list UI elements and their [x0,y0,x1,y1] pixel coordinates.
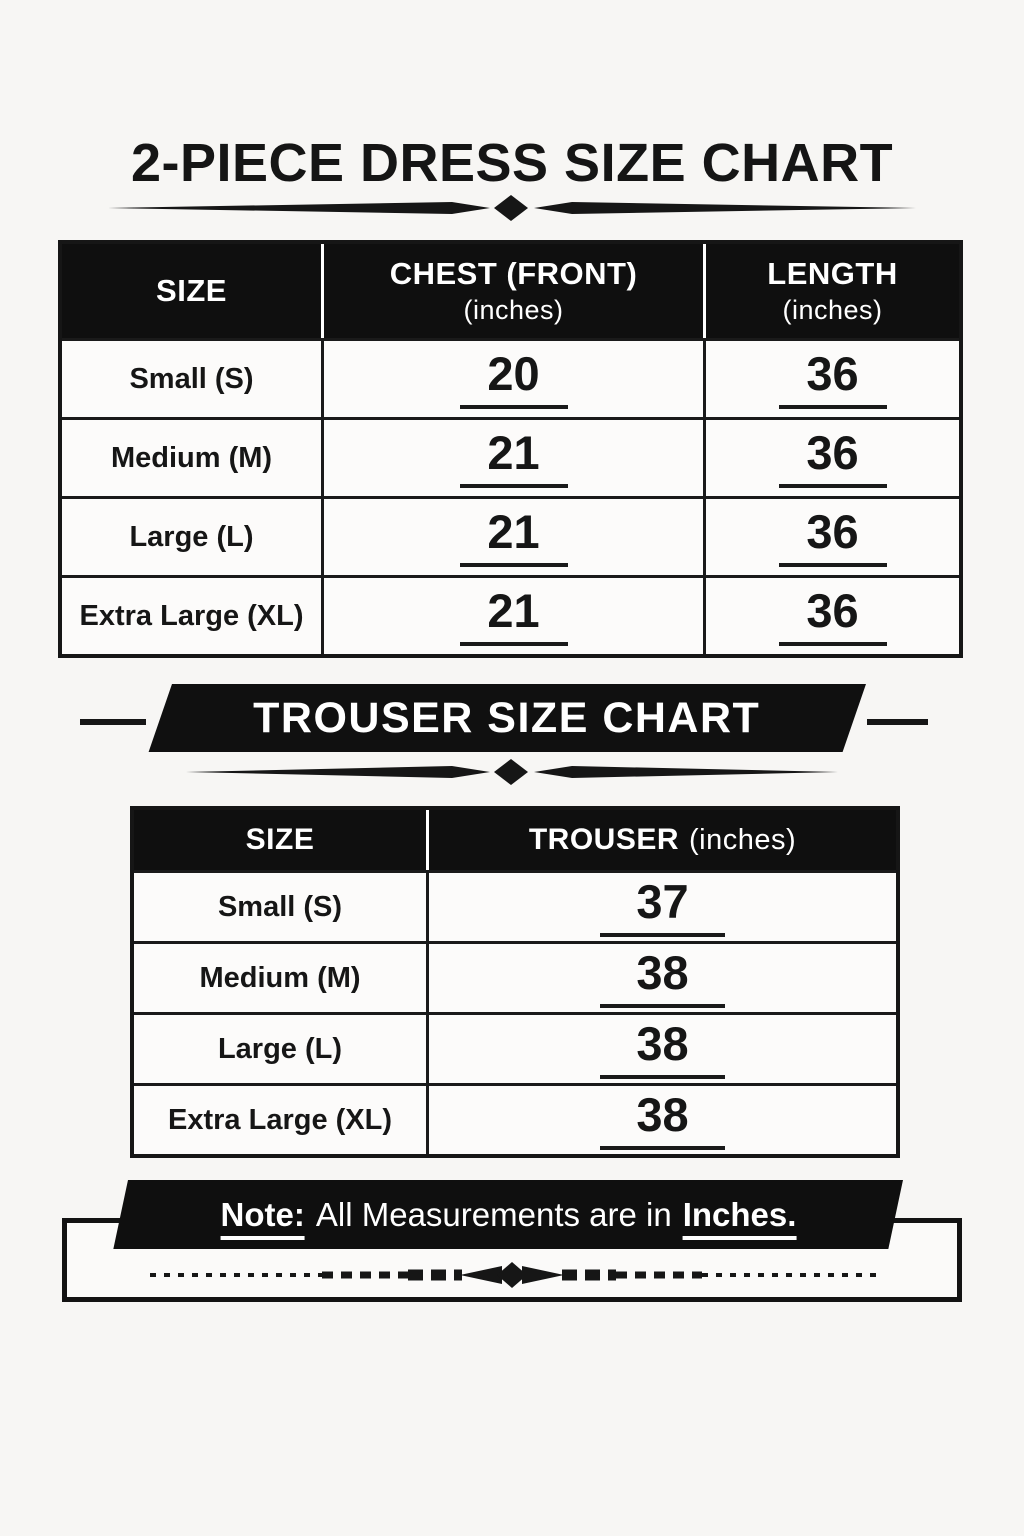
table-row-size-cell [62,417,324,496]
dress-header-length [706,244,959,338]
title-divider-ornament-icon [0,195,1024,223]
chest-value: 21 [487,583,540,637]
value-underline [460,484,568,488]
value-underline [600,1075,725,1079]
value-underline [460,642,568,646]
value-underline [460,405,568,409]
trouser-header-size [134,810,429,870]
value-underline [600,933,725,937]
value-underline [460,563,568,567]
table-row-chest-cell [324,338,706,417]
note-label: Note: [220,1196,304,1240]
chest-value: 21 [487,425,540,479]
dress-size-table [58,240,963,658]
size-label: Extra Large (XL) [168,1103,392,1136]
note-emphasis: Inches. [682,1196,796,1240]
banner-side-dash [80,719,146,725]
length-value: 36 [806,504,859,558]
header-sublabel: (inches) [463,295,564,325]
table-row-chest-cell [324,496,706,575]
value-underline [600,1004,725,1008]
table-row-chest-cell [324,575,706,654]
note-text [220,1196,796,1234]
table-row-size-cell [62,338,324,417]
header-label: SIZE [156,273,227,308]
header-sublabel: (inches) [782,295,883,325]
trouser-value: 37 [636,874,689,928]
header-label: LENGTH [767,256,898,291]
value-underline [779,563,887,567]
table-row-trouser-cell [429,1083,896,1154]
table-row-length-cell [706,575,959,654]
table-row-size-cell [134,1083,429,1154]
note-banner [113,1180,903,1249]
size-label: Large (L) [129,520,254,553]
value-underline [779,642,887,646]
header-label: SIZE [245,823,315,856]
size-label: Medium (M) [199,961,361,994]
length-value: 36 [806,583,859,637]
header-label: CHEST (FRONT) [389,256,638,291]
size-label: Large (L) [217,1032,343,1065]
table-row-length-cell [706,496,959,575]
dress-header-chest [324,244,706,338]
table-row-chest-cell [324,417,706,496]
size-label: Medium (M) [110,441,273,474]
value-underline [779,405,887,409]
size-label: Small (S) [129,362,254,395]
table-row-size-cell [134,870,429,941]
table-row-trouser-cell [429,941,896,1012]
size-label: Extra Large (XL) [79,599,304,632]
trouser-header-trouser [429,810,896,870]
length-value: 36 [806,346,859,400]
table-row-size-cell [62,575,324,654]
note-dashed-divider-icon [0,1262,1024,1288]
trouser-size-table [130,806,900,1158]
chest-value: 20 [487,346,540,400]
dress-header-size [62,244,324,338]
header-sublabel: (inches) [689,823,797,856]
table-row-trouser-cell [429,1012,896,1083]
trouser-value: 38 [636,945,689,999]
length-value: 36 [806,425,859,479]
trouser-divider-ornament-icon [0,759,1024,787]
size-label: Small (S) [217,890,343,923]
page-title: 2-PIECE DRESS SIZE CHART [130,133,894,193]
banner-side-dash [867,719,928,725]
trouser-banner-title: TROUSER SIZE CHART [253,693,761,742]
table-row-size-cell [62,496,324,575]
trouser-value: 38 [636,1087,689,1141]
header-label: TROUSER [528,823,680,856]
trouser-section-banner [149,684,866,752]
value-underline [600,1146,725,1150]
trouser-value: 38 [636,1016,689,1070]
table-row-size-cell [134,1012,429,1083]
table-row-length-cell [706,417,959,496]
value-underline [779,484,887,488]
note-body: All Measurements are in [315,1195,672,1233]
table-row-trouser-cell [429,870,896,941]
chest-value: 21 [487,504,540,558]
table-row-size-cell [134,941,429,1012]
table-row-length-cell [706,338,959,417]
